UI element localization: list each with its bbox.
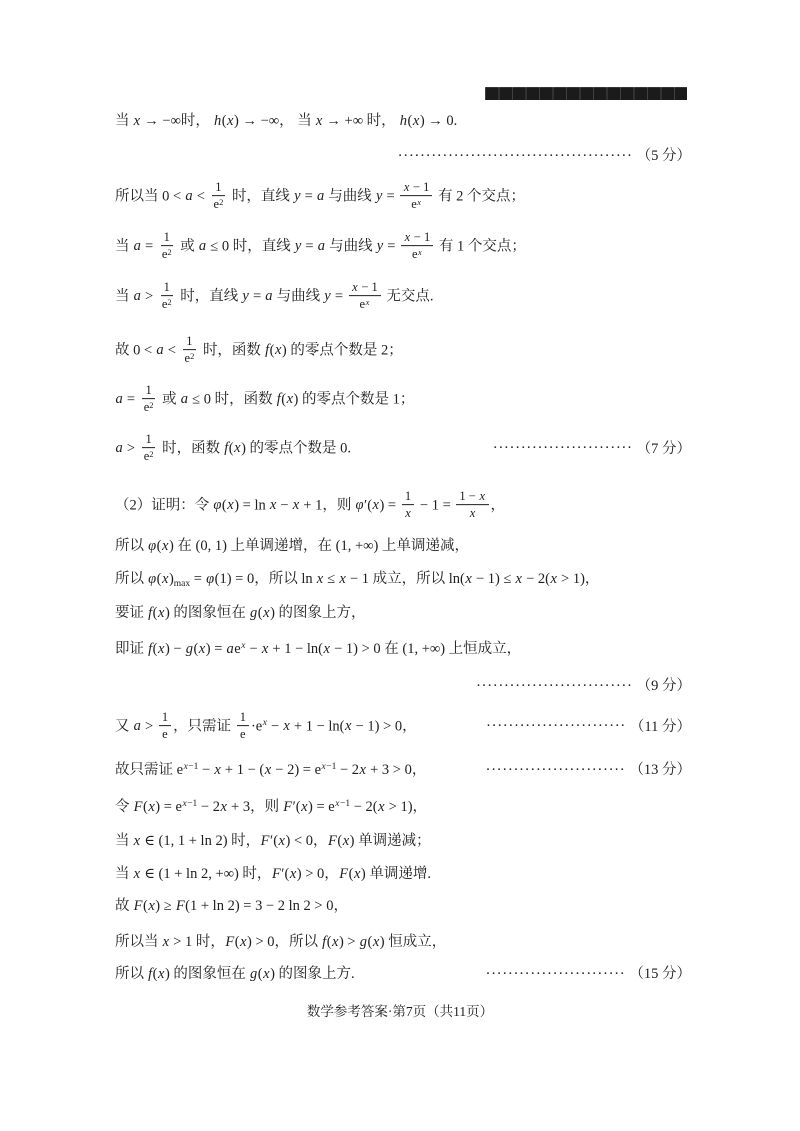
text-line — [115, 865, 691, 883]
line-content: 故 F(x) ≥ F(1 + ln 2) = 3 − 2 ln 2 > 0， — [115, 897, 348, 914]
text-line — [115, 570, 691, 588]
line-content: 当 x → −∞时， h(x) → −∞， 当 x → +∞ 时， h(x) → 0. — [115, 112, 458, 129]
score-mark: （7 分） — [636, 440, 691, 457]
line-content: 要证 f(x) 的图象恒在 g(x) 的图象上方， — [115, 604, 366, 621]
line-content: 所以 $\varphi(x)_{max} = \varphi(1) = 0$，所以 ln x ≤ x − 1 成立，所以 ln(x − 1) ≤ x − 2(x > 1)， — [115, 570, 600, 590]
fraction: $\frac{1}{e}$ — [159, 710, 171, 742]
dot-leader: ························· — [486, 718, 626, 735]
text-line — [115, 181, 691, 213]
text-line — [115, 335, 691, 367]
fraction: $\frac{x - 1}{e^x}$ — [349, 280, 381, 312]
line-content: 当 x ∈ (1 + ln 2, +∞) 时，F′(x) > 0，F(x) 单调递增. — [115, 865, 431, 882]
text-line — [115, 490, 691, 522]
text-line — [115, 832, 691, 850]
text-line — [115, 147, 691, 165]
dot-leader: ························· — [485, 965, 626, 982]
line-content: 故只需证 $e^{x-1} - x + 1 - (x - 2) = e^{x-1} - 2x + 3 > 0$， — [115, 761, 427, 778]
score-mark: （13 分） — [629, 761, 691, 778]
fraction: $\frac{1}{e}$ — [237, 710, 249, 742]
dot-leader: ·········································· — [397, 147, 633, 164]
text-line — [115, 384, 691, 416]
line-content: 当 a = $\frac{1}{e^2}$ 或 a ≤ 0 时，直线 y = a 与曲线 y = $\frac{x - 1}{e^x}$ 有 1 个交点； — [115, 230, 526, 262]
dot-leader: ························· — [485, 761, 626, 778]
line-content: 当 a > $\frac{1}{e^2}$ 时，直线 y = a 与曲线 y = $\frac{x - 1}{e^x}$ 无交点. — [115, 280, 434, 312]
fraction: $\frac{1}{e^2}$ — [143, 432, 154, 464]
line-content: 令 $F(x) = e^{x-1} - 2x + 3$，则 $F'(x) = e^{x-1} - 2(x > 1)$， — [115, 798, 428, 815]
score-mark: （11 分） — [629, 718, 691, 735]
line-content: 即证 $f(x) - g(x) = ae^x - x + 1 - \ln(x - 1) > 0$ 在 (1, +∞) 上恒成立， — [115, 640, 522, 657]
text-line — [115, 933, 691, 951]
text-line — [115, 231, 691, 263]
text-line — [115, 897, 691, 915]
line-content: 所以当 x > 1 时，F(x) > 0，所以 f(x) > g(x) 恒成立， — [115, 933, 447, 950]
fraction: $\frac{x - 1}{e^x}$ — [401, 230, 433, 262]
line-content: 所以当 0 < a < $\frac{1}{e^2}$ 时，直线 y = a 与曲线 y = $\frac{x - 1}{e^x}$ 有 2 个交点； — [115, 180, 526, 212]
text-line — [115, 537, 691, 555]
text-line — [115, 711, 691, 743]
dot-leader: ···························· — [475, 677, 633, 694]
text-line — [115, 112, 691, 130]
line-content: a > $\frac{1}{e^2}$ 时，函数 f(x) 的零点个数是 0. — [115, 432, 352, 464]
line-content: 所以 φ(x) 在 (0, 1) 上单调递增，在 (1, +∞) 上单调递减， — [115, 537, 469, 554]
page-footer: 数学参考答案·第7页（共11页） — [306, 1004, 494, 1019]
fraction: $\frac{1}{e^2}$ — [161, 230, 172, 262]
fraction: $\frac{1}{e^2}$ — [213, 180, 224, 212]
redacted-header-bar — [485, 87, 687, 100]
line-content: 当 x ∈ (1, 1 + ln 2) 时，F′(x) < 0，F(x) 单调递减； — [115, 832, 431, 849]
line-content: 所以 f(x) 的图象恒在 g(x) 的图象上方. — [115, 965, 355, 982]
line-content: 又 a > $\frac{1}{e}$ ，只需证 $\frac{1}{e}$ $\cdot e^x - x + 1 - \ln(x - 1) > 0$， — [115, 710, 417, 742]
dot-leader: ························· — [492, 440, 633, 457]
score-mark: （5 分） — [636, 147, 691, 164]
text-line — [115, 761, 691, 779]
score-mark: （9 分） — [636, 677, 691, 694]
score-mark: （15 分） — [629, 965, 691, 982]
line-content: （2）证明：令 φ(x) = ln x − x + 1，则 φ′(x) = $\frac{1}{x}$ − 1 = $\frac{1 - x}{x}$ ， — [115, 489, 506, 521]
fraction: $\frac{1}{e^2}$ — [143, 383, 154, 415]
text-line — [115, 433, 691, 465]
text-line — [115, 281, 691, 313]
text-line — [115, 798, 691, 816]
text-line — [115, 965, 691, 983]
fraction: $\frac{1}{e^2}$ — [184, 334, 195, 366]
line-content: a = $\frac{1}{e^2}$ 或 a ≤ 0 时，函数 f(x) 的零点个数是 1； — [115, 383, 415, 415]
fraction: $\frac{1}{x}$ — [402, 489, 415, 521]
fraction: $\frac{x - 1}{e^x}$ — [400, 180, 432, 212]
fraction: $\frac{1 - x}{x}$ — [456, 489, 488, 521]
text-line — [115, 677, 691, 695]
fraction: $\frac{1}{e^2}$ — [161, 280, 172, 312]
text-line — [115, 604, 691, 622]
line-content: 故 0 < a < $\frac{1}{e^2}$ 时，函数 f(x) 的零点个数是 2； — [115, 334, 403, 366]
text-line — [115, 640, 691, 658]
